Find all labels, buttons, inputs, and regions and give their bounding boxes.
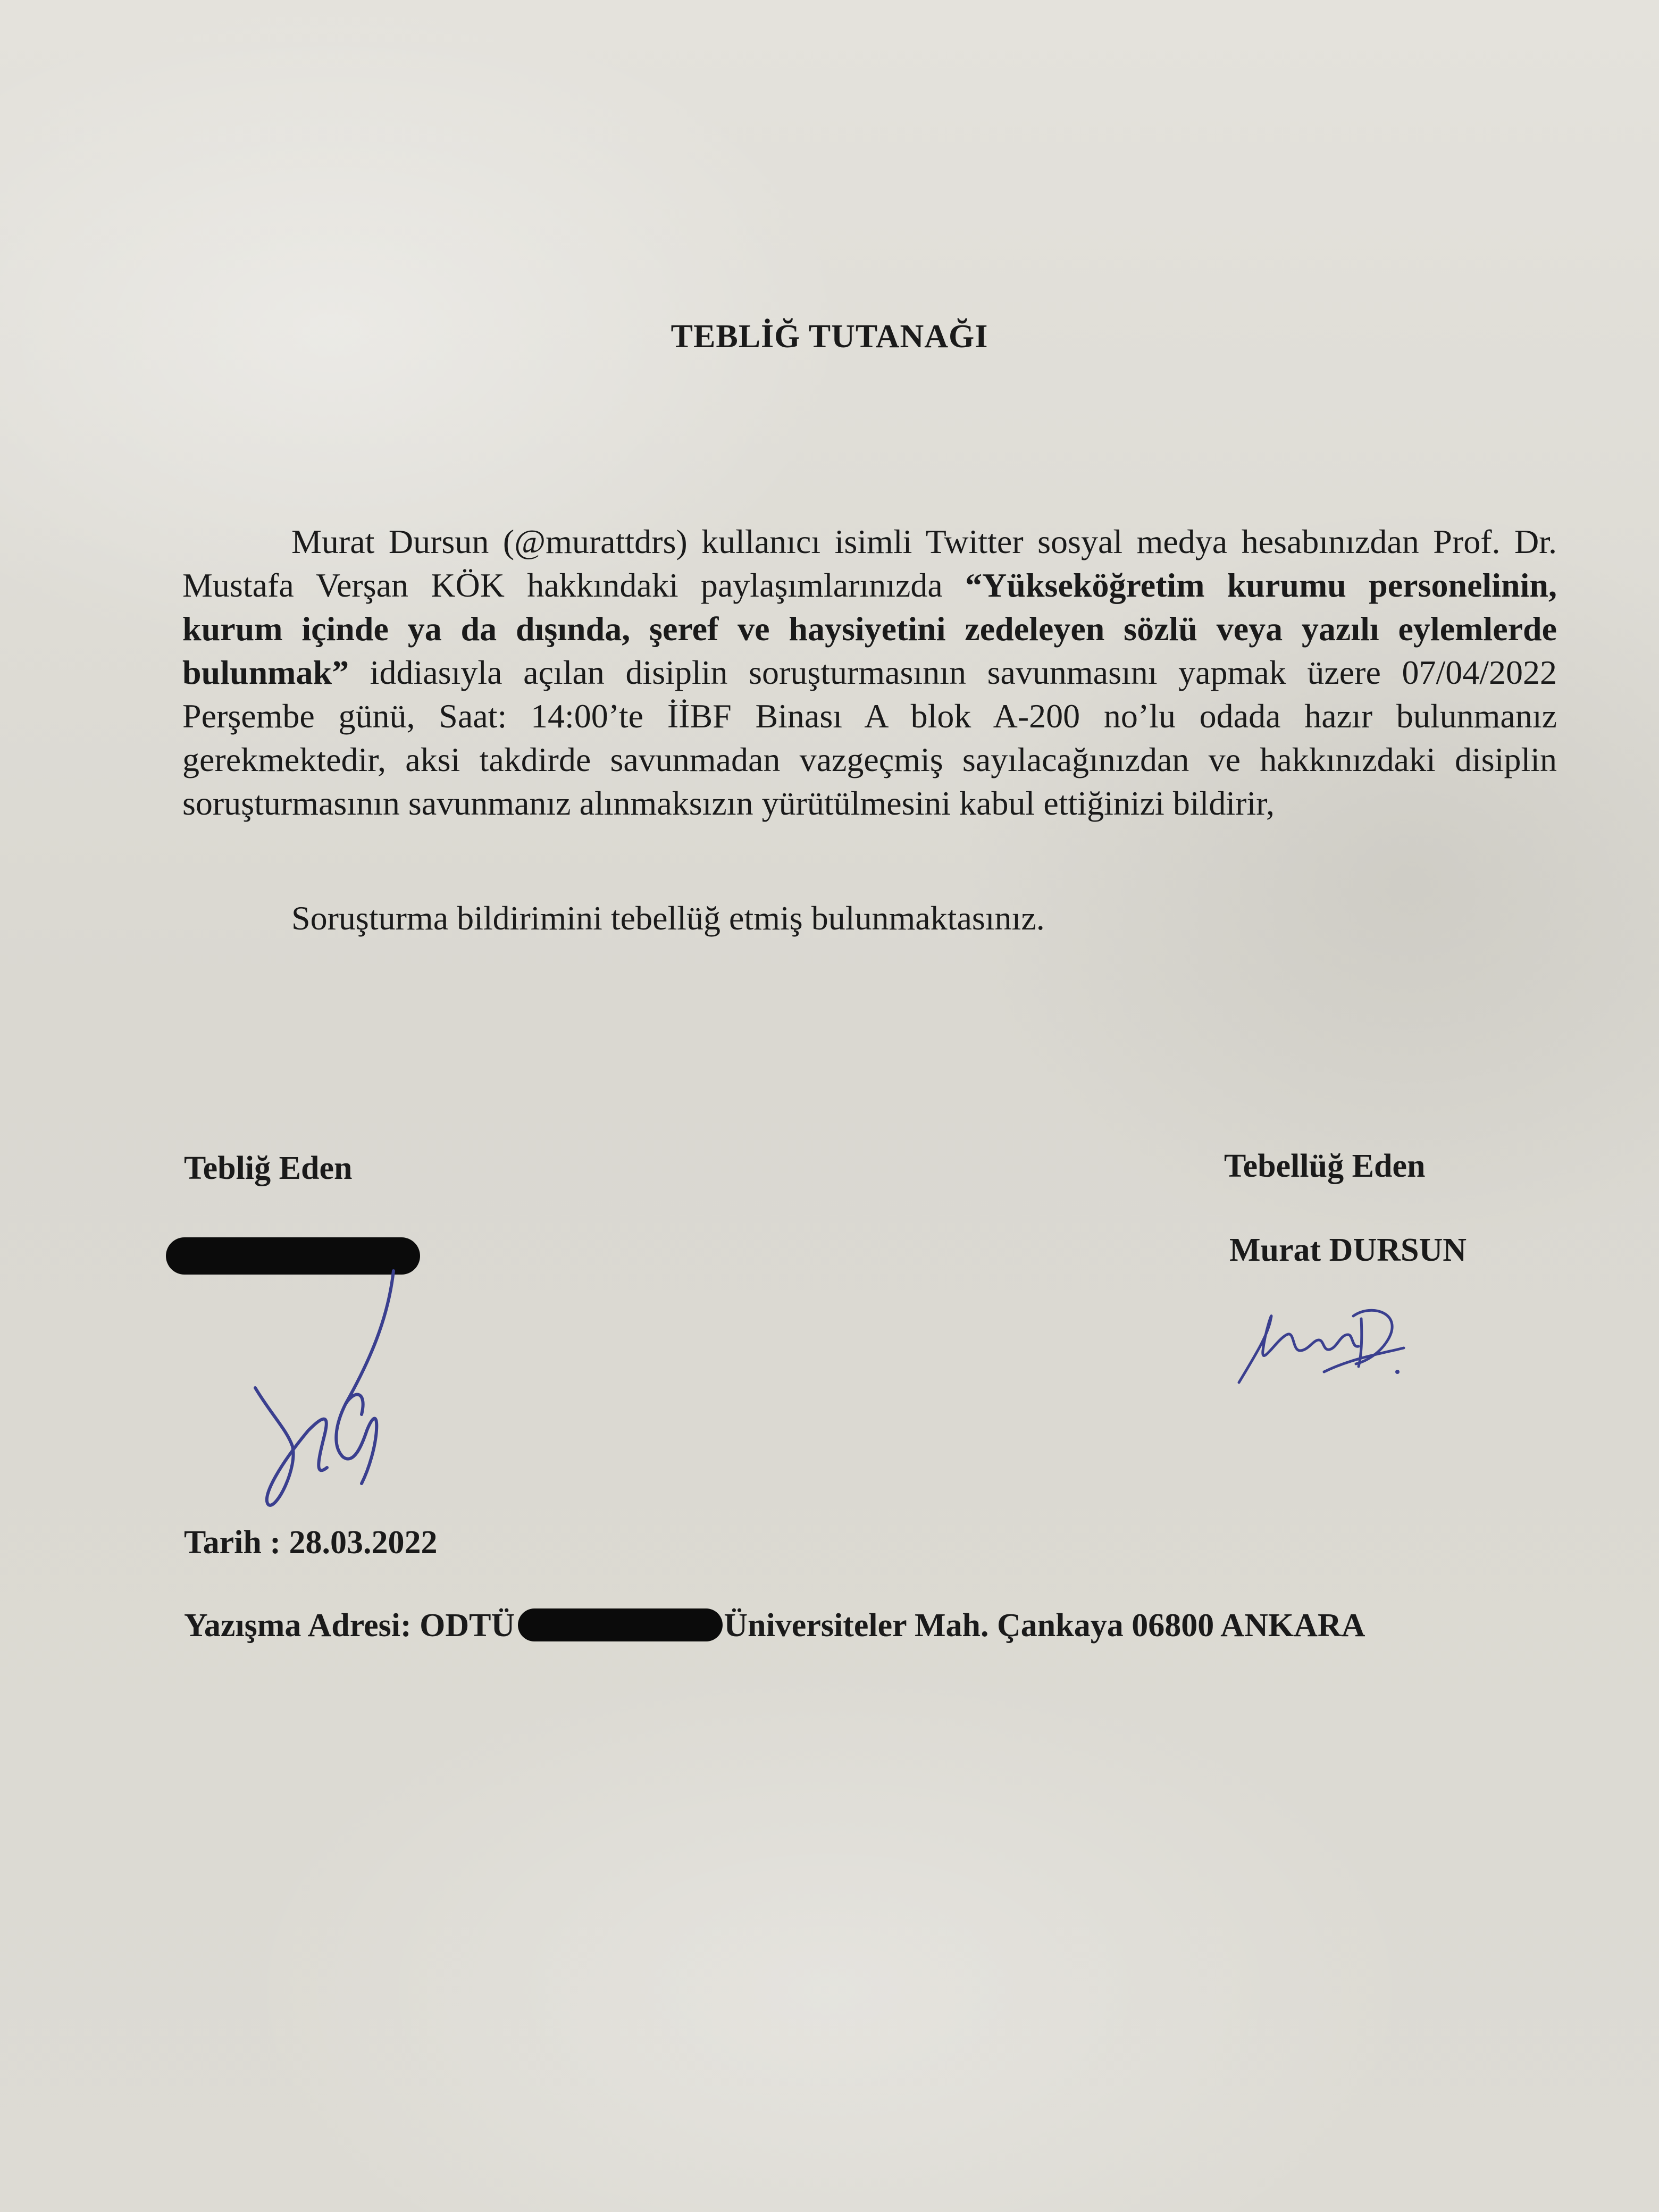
date-line: Tarih : 28.03.2022 [184,1524,438,1561]
redacted-address-part [518,1608,723,1641]
correspondence-address [184,1607,1365,1645]
body-text-part2: iddiasıyla açılan disiplin soruşturmasının savunmasını yapmak üzere 07/04/2022 Perşembe günü, Saat: 14:00’te İİBF Binası A blok A-200 no’lu odada hazır bulunmanız gerekmektedir, aksi takdirde savunmadan vazgeçmiş sayılacağınızdan ve hakkınızdaki disiplin soruşturmasının savunmanız alınmaksızın yürütülmesini kabul ettiğinizi bildirir, [182,653,1557,822]
recipient-name: Murat DURSUN [1229,1232,1467,1268]
recipient-label: Tebellüğ Eden [1224,1148,1426,1184]
document-title: TEBLİĞ TUTANAĞI [671,319,988,355]
recipient-signature [1228,1297,1420,1393]
body-text-part1: Murat Dursun (@murattdrs) kullanıcı isimli Twitter sosyal medya hesabınızdan Prof. Dr. Mustafa Verşan KÖK hakkındaki paylaşımlarınızda [182,523,1557,604]
address-prefix: Yazışma Adresi: ODTÜ [184,1607,515,1644]
body-bold-quote: “Yükseköğretim kurumu personelinin, kurum içinde ya da dışında, şeref ve haysiyetini zedeleyen sözlü veya yazılı eylemlerde bulunmak” [182,566,1557,691]
closing-sentence: Soruşturma bildirimini tebellüğ etmiş bulunmaktasınız. [291,899,1045,937]
notifier-label: Tebliğ Eden [184,1150,353,1186]
body-paragraph [182,520,1557,825]
notifier-signature [234,1255,436,1521]
address-suffix: Üniversiteler Mah. Çankaya 06800 ANKARA [724,1607,1365,1644]
